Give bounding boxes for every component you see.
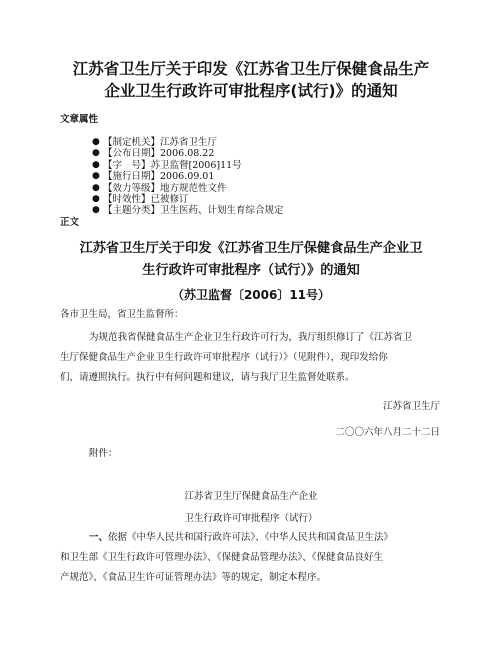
paragraph-1-line-3: 们，请遵照执行。执行中有何问题和建议，请与我厅卫生监督处联系。 [60,372,355,383]
clause-1-line-2: 和卫生部《卫生行政许可管理办法》、《保健食品管理办法》、《保健食品良好生 [60,552,384,563]
attribute-item [92,183,284,194]
attribute-item [92,160,284,171]
bullet-icon: ● [92,171,100,182]
attribute-item [92,148,284,159]
attachment-label: 附件： [89,448,118,459]
clause-1-text: 依据《中华人民共和国行政许可法》、《中华人民共和国食品卫生法》 [108,532,394,543]
attribute-text: 【主题分类】卫生医药、计划生育综合规定 [103,205,284,217]
page-title [60,58,442,102]
page-title-line-1: 江苏省卫生厅关于印发《江苏省卫生厅保健食品生产 [72,60,430,78]
bullet-icon: ● [92,137,100,147]
clause-1 [60,528,444,588]
clause-1-line-1 [60,528,444,548]
paragraph-1-line-1: 为规范我省保健食品生产企业卫生行政许可行为，我厅组织修订了《江苏省卫 [89,332,413,343]
salutation: 各市卫生局，省卫生监督所： [60,309,184,320]
attribute-text: 【公布日期】2006.08.22 [103,148,215,160]
attribute-item [92,137,284,148]
attribute-text: 【施行日期】2006.09.01 [103,171,215,183]
bullet-icon: ● [92,148,100,159]
attributes-heading: 文章属性 [60,114,99,125]
clause-1-number: 一、 [89,532,109,543]
paragraph-1 [60,328,444,388]
attribute-item [92,194,284,205]
bullet-icon: ● [92,205,100,216]
page-title-line-2: 企业卫生行政许可审批程序(试行)》的通知 [104,82,398,100]
bullet-icon: ● [92,193,100,204]
bullet-icon: ● [92,182,100,193]
attribute-item [92,171,284,182]
issuer: 江苏省卫生厅 [382,401,440,412]
document-title-line-1: 江苏省卫生厅关于印发《江苏省卫生厅保健食品生产企业卫 [79,241,423,256]
issue-date: 二〇〇六年八月二十二日 [335,427,440,438]
paragraph-1-line-2: 生厅保健食品生产企业卫生行政许可审批程序（试行）》（见附件），现印发给你 [60,352,388,363]
bullet-icon: ● [92,159,100,170]
attribute-text: 【制定机关】江苏省卫生厅 [103,137,218,148]
document-title [60,238,442,282]
attribute-item [92,205,284,216]
document-title-line-2: 生行政许可审批程序（试行）》的通知 [142,263,360,278]
document-number: （苏卫监督〔2006〕11号） [171,288,331,302]
attribute-text: 【字 号】苏卫监督[2006]11号 [103,159,242,171]
body-heading: 正文 [60,217,80,228]
attachment-title-line-1: 江苏省卫生厅保健食品生产企业 [184,491,318,502]
attribute-text: 【时效性】已被修订 [103,193,189,205]
clause-1-line-3: 产规范》、《食品卫生许可证管理办法》等的规定，制定本程序。 [60,572,327,583]
attributes-list [92,137,284,217]
attachment-title-line-2: 卫生行政许可审批程序（试行） [184,513,318,524]
attribute-text: 【效力等级】地方规范性文件 [103,182,227,194]
